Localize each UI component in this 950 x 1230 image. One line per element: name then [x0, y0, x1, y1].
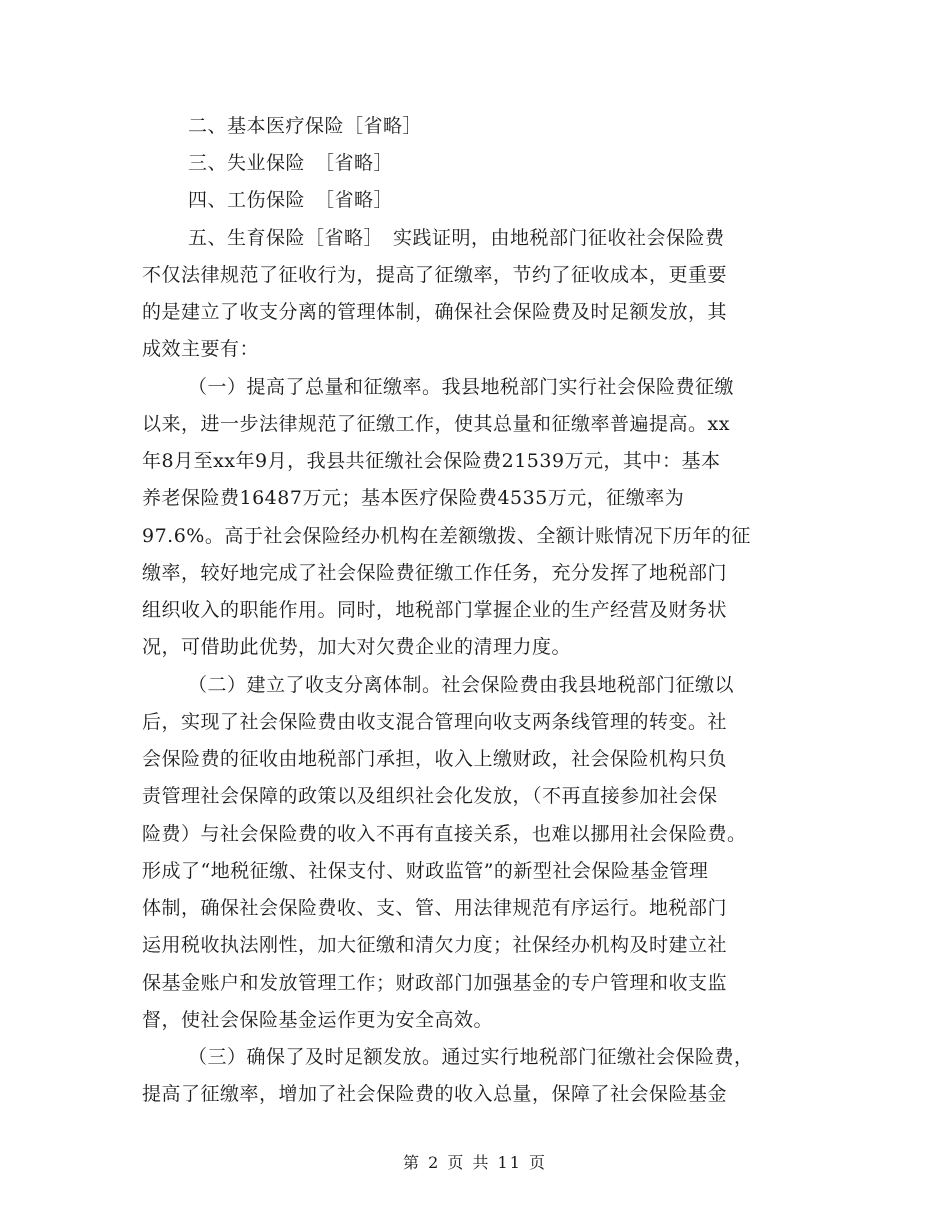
- text-line: 责管理社会保障的政策以及组织社会化发放，（不再直接参加社会保: [142, 785, 718, 807]
- text-line: 三、失业保险 ［省略］: [188, 152, 394, 174]
- text-line: 五、生育保险［省略］ 实践证明，由地税部门征收社会保险费: [188, 227, 725, 249]
- text-line: 97.6%。高于社会保险经办机构在差额缴拨、全额计账情况下历年的征: [142, 525, 751, 547]
- text-line: 四、工伤保险 ［省略］: [188, 189, 394, 211]
- text-line: 成效主要有：: [142, 338, 260, 360]
- text-line: 以来，进一步法律规范了征缴工作，使其总量和征缴率普遍提高。xx: [142, 413, 730, 435]
- text-line: 形成了“地税征缴、社保支付、财政监管”的新型社会保险基金管理: [142, 860, 709, 882]
- text-line: （三）确保了及时足额发放。通过实行地税部门征缴社会保险费，: [188, 1046, 754, 1068]
- text-line: （二）建立了收支分离体制。社会保险费由我县地税部门征缴以: [188, 674, 735, 696]
- text-line: 后，实现了社会保险费由收支混合管理向收支两条线管理的转变。社: [142, 711, 728, 733]
- text-line: 年8月至xx年9月，我县共征缴社会保险费21539万元，其中：基本: [142, 450, 721, 472]
- text-line: 体制，确保社会保险费收、支、管、用法律规范有序运行。地税部门: [142, 897, 728, 919]
- page-footer: 第 2 页 共 11 页: [403, 1153, 547, 1172]
- text-line: 养老保险费16487万元；基本医疗保险费4535万元，征缴率为: [142, 487, 685, 509]
- text-line: 运用税收执法刚性，加大征缴和清欠力度；社保经办机构及时建立社: [142, 934, 728, 956]
- text-line: 的是建立了收支分离的管理体制，确保社会保险费及时足额发放，其: [142, 301, 728, 323]
- text-line: 况，可借助此优势，加大对欠费企业的清理力度。: [142, 636, 572, 658]
- text-line: （一）提高了总量和征缴率。我县地税部门实行社会保险费征缴: [188, 376, 735, 398]
- text-line: 二、基本医疗保险［省略］: [188, 115, 423, 137]
- text-line: 不仅法律规范了征收行为，提高了征缴率，节约了征收成本，更重要: [142, 264, 728, 286]
- text-line: 会保险费的征收由地税部门承担，收入上缴财政，社会保险机构只负: [142, 748, 728, 770]
- text-line: 督，使社会保险基金运作更为安全高效。: [142, 1009, 494, 1031]
- text-line: 险费）与社会保险费的收入不再有直接关系，也难以挪用社会保险费。: [142, 823, 747, 845]
- text-line: 保基金账户和发放管理工作；财政部门加强基金的专户管理和收支监: [142, 972, 728, 994]
- text-line: 提高了征缴率，增加了社会保险费的收入总量，保障了社会保险基金: [142, 1083, 728, 1105]
- text-line: 组织收入的职能作用。同时，地税部门掌握企业的生产经营及财务状: [142, 599, 728, 621]
- text-line: 缴率，较好地完成了社会保险费征缴工作任务，充分发挥了地税部门: [142, 562, 728, 584]
